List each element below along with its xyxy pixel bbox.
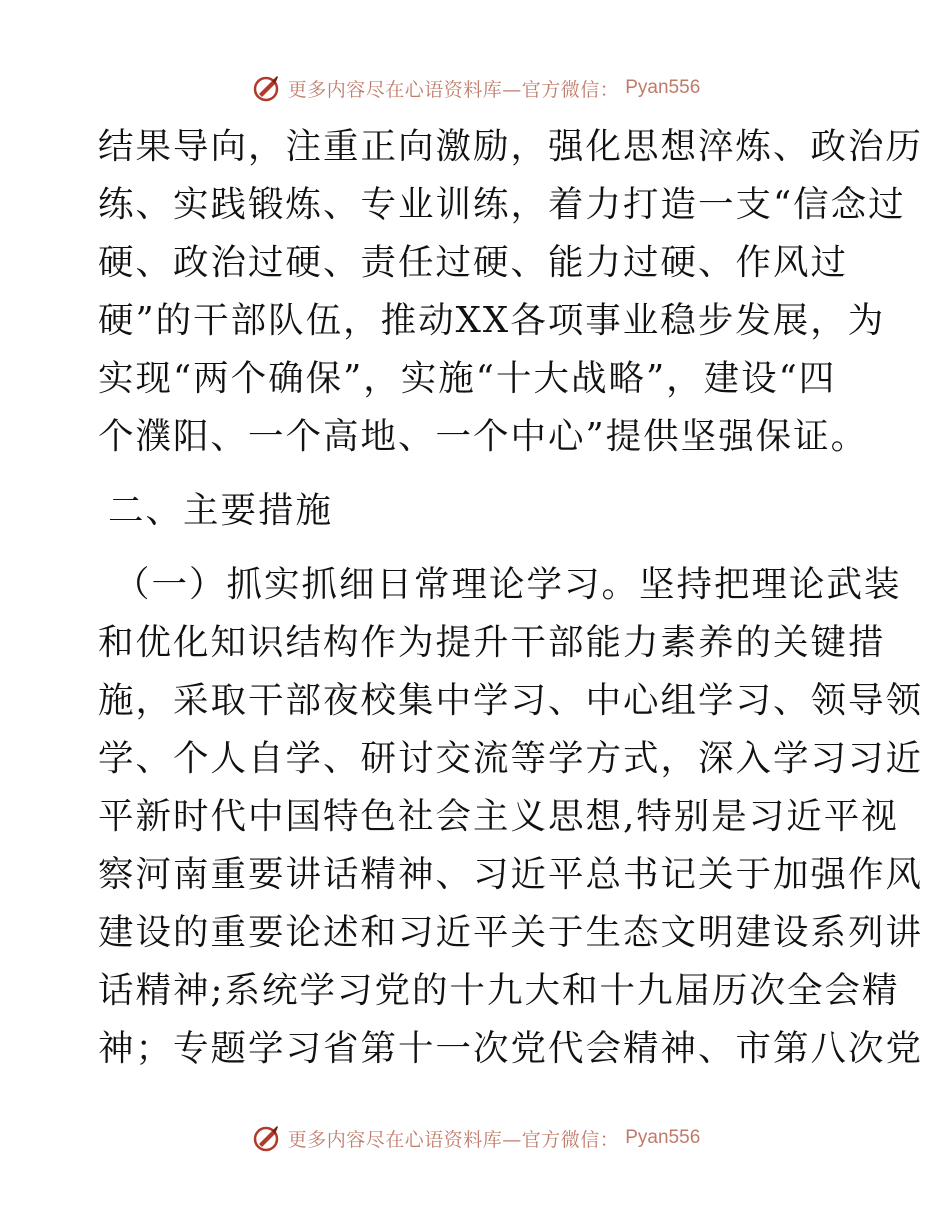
footer-watermark [0,1122,950,1154]
text-line: 平新时代中国特色社会主义思想,特别是习近平视 [98,796,899,837]
document-body [98,118,924,1078]
watermark-text: 更多内容尽在心语资料库—官方微信： [287,1128,620,1151]
section-heading: 二、主要措施 [108,490,334,531]
text-line: 施，采取干部夜校集中学习、中心组学习、领导领 [98,680,924,721]
text-line: 个濮阳、一个高地、一个中心”提供坚强保证。 [98,416,869,457]
text-line: 硬、政治过硬、责任过硬、能力过硬、作风过 [98,242,849,283]
text-line: 练、实践锻炼、专业训练，着力打造一支“信念过 [98,184,906,225]
text-line: 神；专题学习省第十一次党代会精神、市第八次党 [98,1028,924,1069]
text-line: 话精神;系统学习党的十九大和十九届历次全会精 [98,970,900,1011]
text-line: 结果导向，注重正向激励，强化思想淬炼、政治历 [98,126,924,167]
text-line: 察河南重要讲话精神、习近平总书记关于加强作风 [98,854,924,895]
text-line: 硬”的干部队伍，推动XX各项事业稳步发展，为 [98,300,886,341]
text-line: 实现“两个确保”，实施“十大战略”，建设“四 [98,358,837,399]
brush-logo-icon [250,1122,282,1154]
watermark-id: Pyan556 [625,1127,701,1148]
header-watermark [0,72,950,104]
watermark-text: 更多内容尽在心语资料库—官方微信： [287,78,620,101]
text-line: 建设的重要论述和习近平关于生态文明建设系列讲 [98,912,924,953]
text-line: 和优化知识结构作为提升干部能力素养的关键措 [98,622,886,663]
paragraph-conclusion [98,118,924,466]
text-line: 学、个人自学、研讨交流等学方式，深入学习习近 [98,738,924,779]
text-line: （一）抓实抓细日常理论学习。坚持把理论武装 [114,564,902,605]
paragraph-measures [98,556,924,1078]
watermark-id: Pyan556 [625,77,701,98]
brush-logo-icon [250,72,282,104]
